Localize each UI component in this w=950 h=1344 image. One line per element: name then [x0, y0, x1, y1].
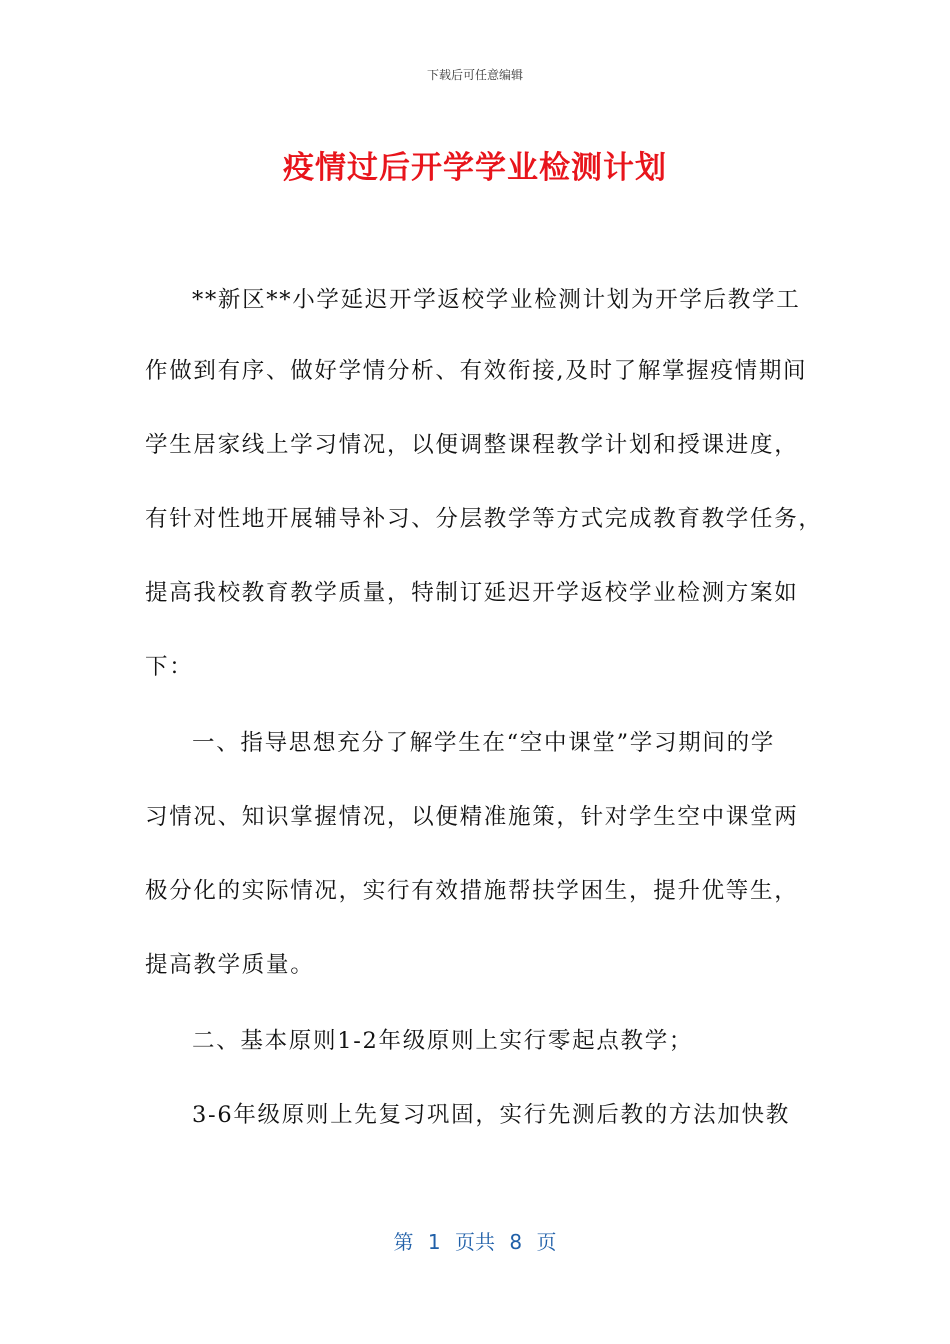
- paragraph-line: 提高教学质量。: [145, 952, 315, 978]
- paragraph-line: 作做到有序、做好学情分析、有效衔接,及时了解掌握疫情期间: [145, 358, 808, 384]
- paragraph-line: 二、基本原则1-2年级原则上实行零起点教学；: [192, 1028, 694, 1054]
- paragraph-line: 下：: [145, 654, 194, 680]
- paragraph-line: 一、指导思想充分了解学生在“空中课堂”学习期间的学: [192, 730, 776, 756]
- paragraph-line: 学生居家线上学习情况，以便调整课程教学计划和授课进度，: [145, 432, 799, 458]
- page-footer: [0, 1226, 950, 1255]
- document-title: 疫情过后开学学业检测计划: [283, 150, 667, 186]
- footer-page-mid: 页共: [455, 1230, 495, 1254]
- paragraph-line: 3-6年级原则上先复习巩固，实行先测后教的方法加快教: [192, 1102, 790, 1128]
- footer-page-prefix: 第: [393, 1230, 414, 1254]
- paragraph-line: **新区**小学延迟开学返校学业检测计划为开学后教学工: [192, 287, 801, 313]
- paragraph-line: 习情况、知识掌握情况，以便精准施策，针对学生空中课堂两: [145, 804, 799, 830]
- footer-page-number: 1: [427, 1230, 441, 1254]
- paragraph-line: 提高我校教育教学质量，特制订延迟开学返校学业检测方案如: [145, 580, 799, 606]
- paragraph-line: 极分化的实际情况，实行有效措施帮扶学困生，提升优等生，: [145, 878, 799, 904]
- page-header: 下载后可任意编辑: [426, 68, 523, 82]
- footer-page-suffix: 页: [536, 1230, 557, 1254]
- footer-total-pages: 8: [509, 1230, 523, 1254]
- paragraph-line: 有针对性地开展辅导补习、分层教学等方式完成教育教学任务，: [145, 506, 823, 532]
